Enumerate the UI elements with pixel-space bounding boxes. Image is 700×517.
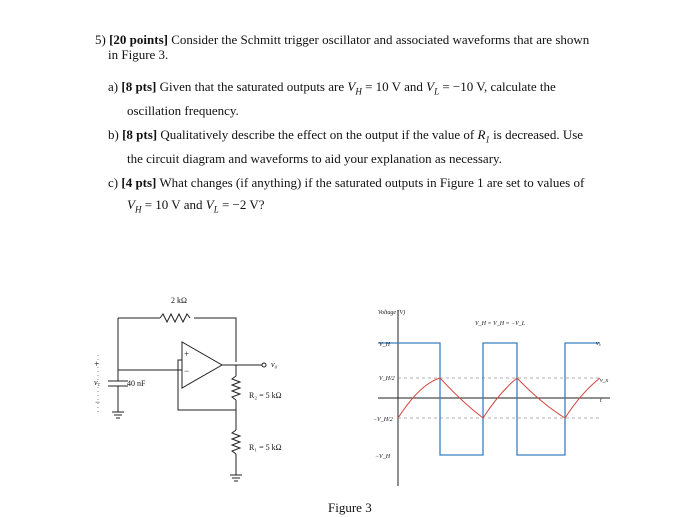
part-b-points: [8 pts] — [122, 127, 158, 142]
part-c-vh: $V_H$ — [127, 197, 142, 215]
part-c-vh-val: = 10 V — [141, 197, 181, 212]
vo-label: v₀ — [271, 360, 278, 369]
r2-resistor — [232, 376, 240, 400]
problem-points: [20 points] — [109, 32, 168, 47]
neg-vh-tick: −V_H — [375, 454, 391, 460]
part-b-label: b) — [108, 127, 119, 142]
schmitt-trigger-circuit — [98, 314, 266, 481]
op-amp-minus: − — [184, 366, 190, 376]
capacitor-label: 40 nF — [127, 379, 146, 388]
part-a-points: [8 pts] — [121, 79, 157, 94]
part-c-label: c) — [108, 175, 119, 190]
part-b-post: is decreased. Use — [489, 127, 584, 142]
neg-vh-half-tick: −V_H/2 — [373, 417, 393, 423]
part-c-and: and — [183, 197, 203, 212]
part-a-vh: $V_H$ — [347, 79, 362, 97]
terminal-plus: + — [94, 359, 100, 369]
op-amp-plus: + — [184, 349, 190, 359]
r1-label: R₁ = 5 kΩ — [249, 443, 282, 452]
part-a-vh-val: = 10 V — [361, 79, 401, 94]
legend-label: V_H = V_H = −V_L — [475, 321, 526, 327]
part-b-text: Qualitatively describe the effect on the output if the value of — [160, 127, 475, 142]
part-a-text-2: oscillation frequency. — [127, 103, 239, 118]
r1-resistor — [232, 430, 240, 454]
part-a-post: , calculate the — [483, 79, 556, 94]
terminal-minus: − — [95, 397, 101, 407]
part-a-and: and — [404, 79, 423, 94]
figure-caption: Figure 3 — [328, 500, 372, 515]
vo-trace-label: v₀ — [596, 341, 601, 347]
part-a-text: Given that the saturated outputs are — [159, 79, 345, 94]
r2-label: R₂ = 5 kΩ — [249, 391, 282, 400]
part-c-text: What changes (if anything) if the saturated outputs in Figure 1 are set to values of — [159, 175, 585, 190]
ground-symbol-1 — [112, 412, 124, 418]
y-axis-label: Voltage (V) — [378, 310, 406, 316]
feedback-resistor-label: 2 kΩ — [171, 296, 187, 305]
part-a-vl: $V_L$ — [426, 79, 440, 97]
part-b-r1: $R_1$ — [477, 127, 490, 145]
part-a-vl-val: = −10 V — [439, 79, 484, 94]
waveform-plot — [378, 310, 610, 486]
part-b-text-2: the circuit diagram and waveforms to aid your explanation as necessary. — [127, 151, 502, 166]
problem-text-2: in Figure 3. — [108, 47, 169, 62]
vo-square-wave — [378, 343, 600, 455]
vh-half-tick: V_H/2 — [379, 376, 395, 382]
ground-symbol-2 — [230, 475, 242, 481]
problem-number: 5) — [95, 32, 106, 47]
terminal-vc: v꜀ — [94, 378, 101, 387]
part-c-vl: $V_L$ — [205, 197, 219, 215]
part-c-points: [4 pts] — [121, 175, 157, 190]
problem-text-1: Consider the Schmitt trigger oscillator and associated waveforms that are shown — [171, 32, 590, 47]
vx-trace-label: v_x — [600, 378, 609, 384]
t-axis-label: t — [600, 398, 602, 404]
vh-tick: V_H — [379, 342, 390, 348]
part-c-vl-val: = −2 V? — [218, 197, 265, 212]
part-a-label: a) — [108, 79, 119, 94]
feedback-resistor — [160, 314, 190, 322]
